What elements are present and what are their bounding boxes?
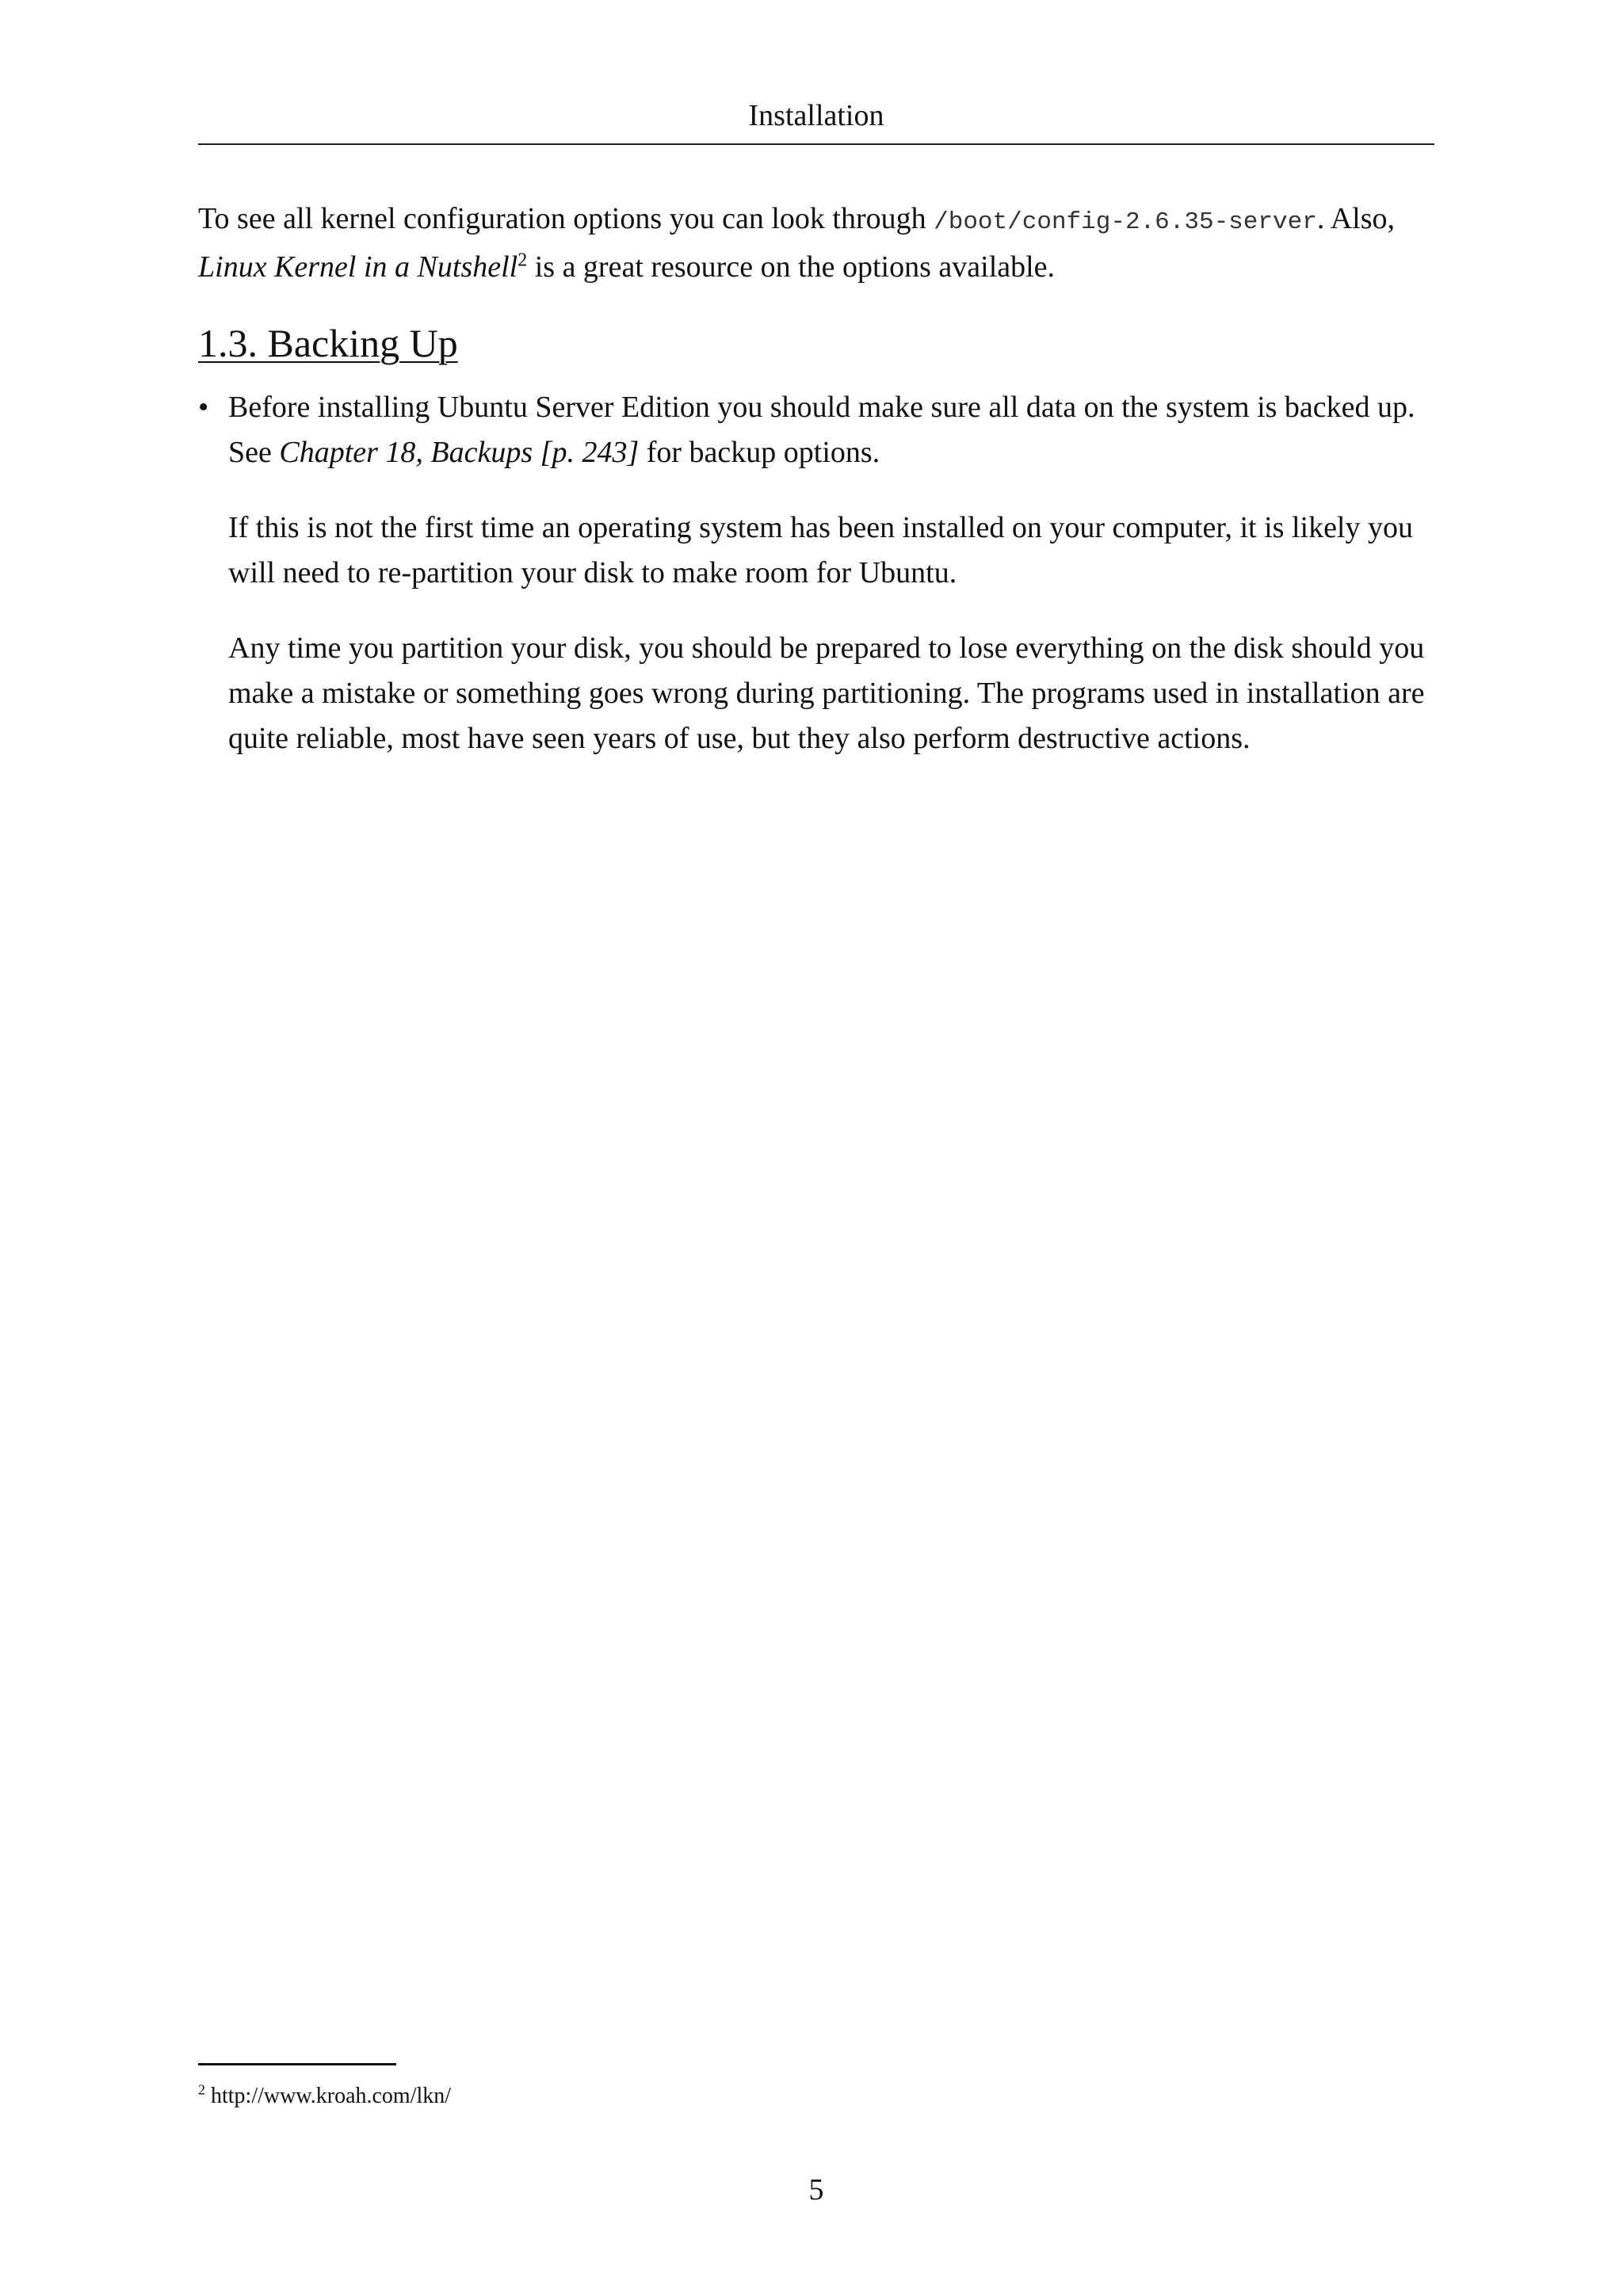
backup-paragraph <box>228 385 1434 475</box>
intro-text-2: . Also, <box>1316 202 1396 235</box>
running-header: Installation <box>748 99 884 132</box>
intro-text-1: To see all kernel configuration options you can look through <box>198 202 934 235</box>
partition-warning-paragraph: Any time you partition your disk, you should be prepared to lose everything on the disk should you make a mistake or something goes wrong during partitioning. The programs used in installation are quite reliable, most have seen years of use, but they also perform destructive actions. <box>228 631 1425 755</box>
intro-paragraph <box>198 196 1434 290</box>
repartition-paragraph: If this is not the first time an operating system has been installed on your computer, it is likely you will need to re-partition your disk to make room for Ubuntu. <box>228 511 1413 589</box>
footnote-rule <box>198 2063 396 2065</box>
book-title: Linux Kernel in a Nutshell <box>198 250 518 284</box>
config-file-path: /boot/config-2.6.35-server <box>934 208 1317 236</box>
list-item <box>198 385 1434 761</box>
page-content <box>198 196 1434 761</box>
footnote <box>198 2082 451 2111</box>
page-number: 5 <box>808 2173 824 2206</box>
footnote-reference[interactable]: 2 <box>517 250 528 271</box>
footnote-url[interactable]: http://www.kroah.com/lkn/ <box>211 2084 452 2108</box>
backup-text-1: Before installing Ubuntu Server Edition you should make sure all data on the system is backed up. See <box>228 391 1415 469</box>
backup-text-2: for backup options. <box>639 436 880 469</box>
footnote-number: 2 <box>198 2081 205 2098</box>
section-heading: 1.3. Backing Up <box>198 321 458 365</box>
intro-text-3: is a great resource on the options available. <box>527 250 1056 284</box>
bullet-icon: • <box>198 391 209 424</box>
header-rule <box>198 143 1434 145</box>
chapter-cross-reference[interactable]: Chapter 18, Backups [p. 243] <box>279 436 640 469</box>
